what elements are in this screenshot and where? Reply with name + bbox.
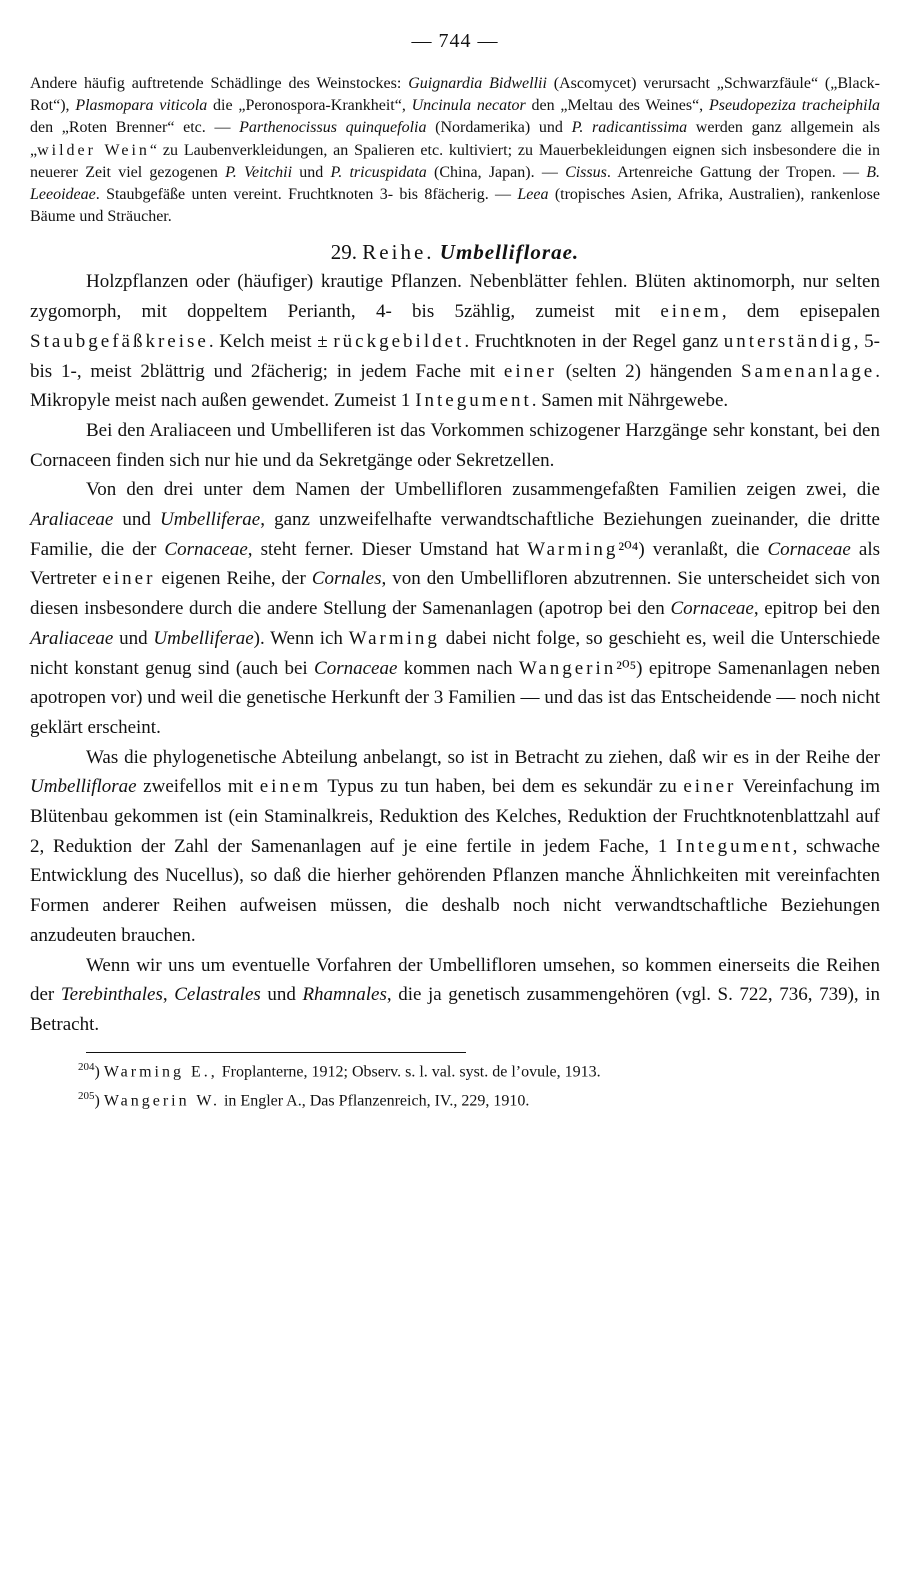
section-heading: [30, 240, 880, 265]
paragraph-3: Von den drei unter dem Namen der Umbellifloren zusammengefaßten Familien zeigen zwei, die Araliaceae und Umbelliferae, ganz unzweifelhafte verwandtschaftliche Beziehungen zueinander, die dritte Familie, die der Cornaceae, steht ferner. Dieser Umstand hat Warming²⁰⁴) veranlaßt, die Cornaceae als Vertreter einer eigenen Reihe, der Cornales, von den Umbellifloren abzutrennen. Sie unterscheidet sich von diesen insbesondere durch die andere Stellung der Samenanlagen (apotrop bei den Cornaceae, epitrop bei den Araliaceae und Umbelliferae). Wenn ich Warming dabei nicht folge, so geschieht es, weil die Unterschiede nicht konstant genug sind (auch bei Cornaceae kommen nach Wangerin²⁰⁵) epitrope Samenanlagen neben apotropen vor) und weil die genetische Herkunft der 3 Familien — und das ist das Entscheidende — noch nicht geklärt erscheint.: [30, 479, 881, 738]
paragraph-2: Bei den Araliaceen und Umbelliferen ist das Vorkommen schizogener Harzgänge sehr konstant, bei den Cornaceen finden sich nur hie und da Sekretgänge oder Sekretzellen.: [30, 419, 880, 471]
main-text: [30, 267, 880, 1039]
footnote-author: Wangerin W.: [103, 1092, 220, 1110]
small-print-section: [30, 73, 880, 228]
footnote-text: Froplanterne, 1912; Observ. s. l. val. syst. de l’ovule, 1913.: [217, 1063, 601, 1081]
footnote-mark: 204: [78, 1060, 95, 1073]
section-number: 29.: [330, 240, 358, 265]
footnote-mark: 205: [78, 1090, 95, 1103]
paragraph-5: Wenn wir uns um eventuelle Vorfahren der Umbellifloren umsehen, so kommen einerseits die Reihen der Terebinthales, Celastrales und Rhamnales, die ja genetisch zusammengehören (vgl. S. 722, 736, 739), in Betracht.: [30, 954, 881, 1035]
paragraph-4: Was die phylogenetische Abteilung anbelangt, so ist in Betracht zu ziehen, daß wir es in der Reihe der Umbelliflorae zweifellos mit einem Typus zu tun haben, bei dem es sekundär zu einer Vereinfachung im Blütenbau gekommen ist (ein Staminalkreis, Reduktion des Kelches, Reduktion der Fruchtknotenblattzahl auf 2, Reduktion der Zahl der Samenanlagen auf je eine fertile in jedem Fache, 1 Integument, schwache Entwicklung des Nucellus), so daß die hierher gehörenden Pflanzen manche Ähnlichkeiten mit vereinfachten Formen anderer Reihen aufweisen müssen, die deshalb noch nicht verwandtschaftliche Beziehungen anzudeuten brauchen.: [30, 746, 880, 946]
section-word: Reihe.: [362, 240, 435, 265]
page-number: — 744 —: [411, 30, 499, 52]
footnote-author: Warming E.,: [103, 1063, 218, 1081]
footnote-205: $^{205}$) Wangerin W. in Engler A., Das Pflanzenreich, IV., 229, 1910.: [78, 1090, 530, 1110]
footnote-text: in Engler A., Das Pflanzenreich, IV., 229, 1910.: [219, 1092, 530, 1110]
small-paragraph: Andere häufig auftretende Schädlinge des Weinstockes: Guignardia Bidwellii (Ascomycet) verursacht „Schwarzfäule“ („Black-Rot“), Plasmopara viticola die „Peronospora-Krankheit“, Uncinula necator den „Meltau des Weines“, Pseudopeziza tracheiphila den „Roten Brenner“ etc. — Parthenocissus quinquefolia (Nordamerika) und P. radicantissima werden ganz allgemein als „wilder Wein“ zu Laubenverkleidungen, an Spalieren etc. kultiviert; zu Mauerbekleidungen eignen sich insbesondere die in neuerer Zeit viel gezogenen P. Veitchii und P. tricuspidata (China, Japan). — Cissus. Artenreiche Gattung der Tropen. — B. Leeoideae. Staubgefäße unten vereint. Fruchtknoten 3- bis 8fächerig. — Leea (tropisches Asien, Afrika, Australien), rankenlose Bäume und Sträucher.: [30, 75, 881, 226]
footnote-rule: [86, 1052, 466, 1053]
paragraph-1: Holzpflanzen oder (häufiger) krautige Pflanzen. Nebenblätter fehlen. Blüten aktinomorph, nur selten zygomorph, mit doppeltem Perianth, 4- bis 5zählig, zumeist mit einem, dem episepalen Staubgefäßkreise. Kelch meist ± rückgebildet. Fruchtknoten in der Regel ganz unterständig, 5- bis 1-, meist 2blättrig und 2fächerig; in jedem Fache mit einer (selten 2) hängenden Samenanlage. Mikropyle meist nach außen gewendet. Zumeist 1 Integument. Samen mit Nährgewebe.: [30, 271, 880, 412]
footnotes: [30, 1055, 880, 1114]
footnote-204: $^{204}$) Warming E., Froplanterne, 1912; Observ. s. l. val. syst. de l’ovule, 1913.: [78, 1060, 601, 1081]
section-taxon: Umbelliflorae.: [439, 240, 580, 265]
